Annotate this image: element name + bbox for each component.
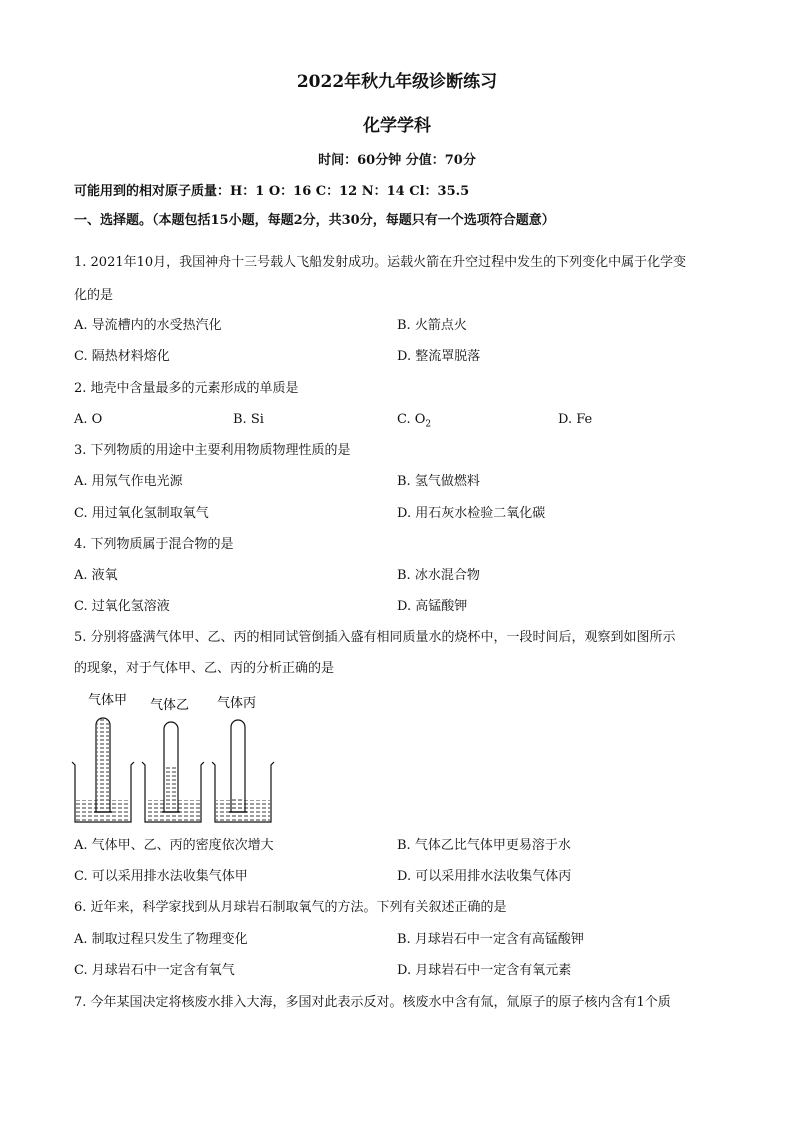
q3-option-c: C. 用过氧化氢制取氧气 xyxy=(74,506,209,521)
q6-option-d: D. 月球岩石中一定含有氧元素 xyxy=(397,963,572,978)
q4-option-b: B. 冰水混合物 xyxy=(397,568,480,583)
q4-option-d: D. 高锰酸钾 xyxy=(397,599,468,614)
q5-option-d: D. 可以采用排水法收集气体丙 xyxy=(397,869,572,884)
q4-option-a: A. 液氧 xyxy=(74,568,118,583)
gas-tubes-figure xyxy=(70,690,300,830)
q2-option-b: B. Si xyxy=(233,412,264,427)
time-score: 时间：60分钟 分值：70分 xyxy=(318,153,476,168)
q4-stem: 4. 下列物质属于混合物的是 xyxy=(74,537,234,552)
label-gas-yi: 气体乙 xyxy=(150,698,190,713)
q5-option-c: C. 可以采用排水法收集气体甲 xyxy=(74,869,248,884)
q5-stem-line2: 的现象，对于气体甲、乙、丙的分析正确的是 xyxy=(74,661,335,676)
q6-stem: 6. 近年来，科学家找到从月球岩石制取氧气的方法。下列有关叙述正确的是 xyxy=(74,900,507,915)
q6-option-b: B. 月球岩石中一定含有高锰酸钾 xyxy=(397,932,584,947)
q1-option-c: C. 隔热材料熔化 xyxy=(74,349,170,364)
q5-stem-line1: 5. 分别将盛满气体甲、乙、丙的相同试管倒插入盛有相同质量水的烧杯中，一段时间后，观察到如图所示 xyxy=(74,630,676,645)
q2-option-c: C. $O_2$ xyxy=(397,412,432,430)
q3-option-d: D. 用石灰水检验二氧化碳 xyxy=(397,506,546,521)
atomic-mass-line: 可能用到的相对原子质量：H：1 O：16 C：12 N：14 Cl：35.5 xyxy=(74,184,470,199)
q3-option-b: B. 氢气做燃料 xyxy=(397,474,480,489)
q2-option-a: A. O xyxy=(74,412,103,427)
q3-option-a: A. 用氖气作电光源 xyxy=(74,474,183,489)
test-tube-bing xyxy=(231,720,245,812)
q6-option-c: C. 月球岩石中一定含有氧气 xyxy=(74,963,235,978)
q2-stem: 2. 地壳中含量最多的元素形成的单质是 xyxy=(74,381,299,396)
tube-water-bing xyxy=(232,799,244,812)
q7-stem: 7. 今年某国决定将核废水排入大海，多国对此表示反对。核废水中含有氚，氚原子的原子核内含有1个质 xyxy=(74,995,671,1010)
subject-title: 化学学科 xyxy=(363,116,431,136)
q1-option-b: B. 火箭点火 xyxy=(397,318,467,333)
tube-water-yi xyxy=(165,766,177,812)
section-heading: 一、选择题。（本题包括15小题，每题2分，共30分，每题只有一个选项符合题意） xyxy=(74,213,555,228)
q1-stem-line1: 1. 2021年10月，我国神舟十三号载人飞船发射成功。运载火箭在升空过程中发生的下列变化中属于化学变 xyxy=(74,255,687,270)
q4-option-c: C. 过氧化氢溶液 xyxy=(74,599,170,614)
label-gas-bing: 气体丙 xyxy=(217,696,257,711)
page-title: 2022年秋九年级诊断练习 xyxy=(296,72,498,92)
q5-option-b: B. 气体乙比气体甲更易溶于水 xyxy=(397,838,571,853)
label-gas-jia: 气体甲 xyxy=(88,693,128,708)
q1-option-d: D. 整流罩脱落 xyxy=(397,349,481,364)
q2-option-d: D. Fe xyxy=(558,412,593,427)
q6-option-a: A. 制取过程只发生了物理变化 xyxy=(74,932,248,947)
tube-water-jia xyxy=(97,725,109,812)
q3-stem: 3. 下列物质的用途中主要利用物质物理性质的是 xyxy=(74,443,351,458)
q5-option-a: A. 气体甲、乙、丙的密度依次增大 xyxy=(74,838,274,853)
q1-stem-line2: 化的是 xyxy=(74,288,114,303)
q1-option-a: A. 导流槽内的水受热汽化 xyxy=(74,318,222,333)
